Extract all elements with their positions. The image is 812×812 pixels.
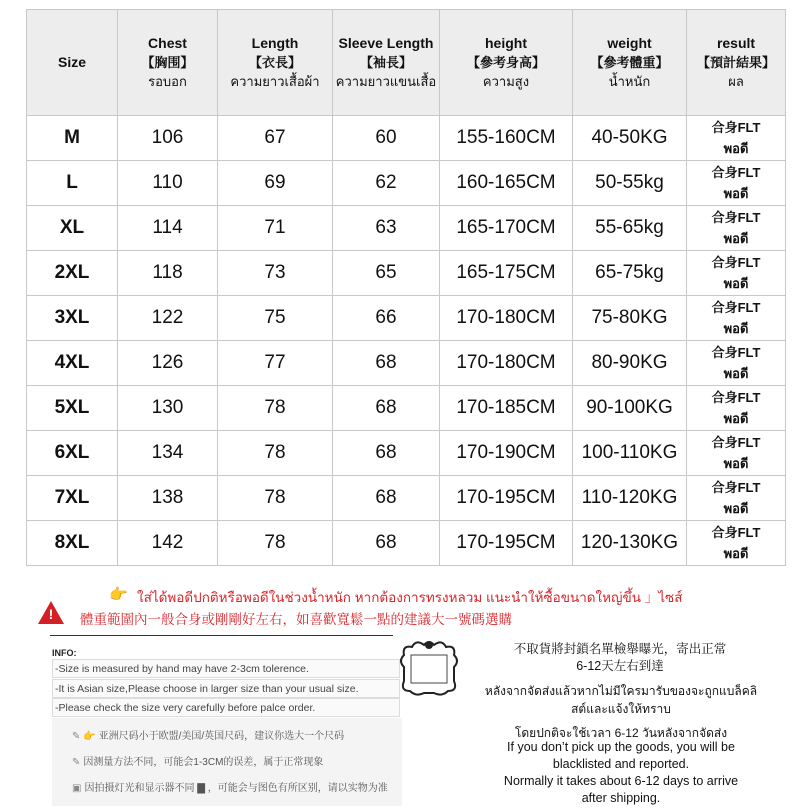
chest-cell: 142 [118, 521, 218, 566]
chest-cell: 106 [118, 116, 218, 161]
weight-cell: 120-130KG [573, 521, 687, 566]
sleeve-cell: 68 [333, 386, 440, 431]
chest-cell: 130 [118, 386, 218, 431]
info-line-2: -It is Asian size,Please choose in larger size than your usual size. [52, 679, 400, 698]
result-cell [687, 251, 786, 296]
header-main-label: weight [607, 35, 652, 51]
column-header [27, 10, 118, 116]
cn-note-3 [72, 779, 388, 794]
size-cell: 4XL [27, 341, 118, 386]
th-note-line-1: หลังจากจัดส่งแล้วหากไม่มีใครมารับของจะถูกแบล็คลิ [484, 684, 758, 698]
cn-note-1 [72, 727, 344, 742]
weight-cell: 80-90KG [573, 341, 687, 386]
camera-icon: ▣ [72, 783, 82, 794]
size-cell: 3XL [27, 296, 118, 341]
result-th-label: พอดี [723, 321, 749, 336]
weight-cell: 75-80KG [573, 296, 687, 341]
result-cell [687, 521, 786, 566]
size-chart-table [26, 9, 786, 566]
chest-cell: 122 [118, 296, 218, 341]
height-cell: 155-160CM [440, 116, 573, 161]
sleeve-cell: 66 [333, 296, 440, 341]
result-cell [687, 116, 786, 161]
size-cell: 2XL [27, 251, 118, 296]
result-th-label: พอดี [723, 501, 749, 516]
table-row [27, 161, 786, 206]
height-cell: 170-185CM [440, 386, 573, 431]
header-main-label: Size [57, 54, 86, 70]
size-cell: M [27, 116, 118, 161]
header-th-label: ความยาวเสื้อผ้า [230, 74, 320, 89]
header-th-label: ผล [728, 74, 744, 89]
column-header [687, 10, 786, 116]
result-cell [687, 386, 786, 431]
height-cell: 170-195CM [440, 521, 573, 566]
result-zh-label: 合身FLT [711, 480, 761, 495]
height-cell: 170-180CM [440, 296, 573, 341]
length-cell: 71 [218, 206, 333, 251]
chinese-fit-notice: 體重範圍內一般合身或剛剛好左右，如喜歡寬鬆一點的建議大一號碼選購 [80, 612, 512, 627]
header-zh-label: 【衣長】 [248, 55, 301, 70]
section-divider [50, 635, 393, 636]
column-header [440, 10, 573, 116]
table-row [27, 296, 786, 341]
result-th-label: พอดี [723, 276, 749, 291]
chest-cell: 126 [118, 341, 218, 386]
length-cell: 73 [218, 251, 333, 296]
result-zh-label: 合身FLT [711, 120, 761, 135]
result-cell [687, 341, 786, 386]
thai-fit-notice: ใส่ได้พอดีปกติหรือพอดีในช่วงน้ำหนัก หากต้องการทรงหลวม แนะนำให้ซื้อขนาดใหญ่ขึ้น 」ไซส์ [137, 590, 683, 605]
size-cell: 6XL [27, 431, 118, 476]
height-cell: 165-175CM [440, 251, 573, 296]
result-cell [687, 431, 786, 476]
zh-note-line-1: 不取貨將封鎖名單檢舉曝光，寄出正常 [513, 642, 727, 656]
column-header [118, 10, 218, 116]
result-th-label: พอดี [723, 546, 749, 561]
header-th-label: ความสูง [482, 74, 530, 89]
en-note-line-2: blacklisted and reported. [552, 757, 690, 771]
header-main-label: Length [251, 35, 299, 51]
table-row [27, 386, 786, 431]
weight-cell: 90-100KG [573, 386, 687, 431]
length-cell: 67 [218, 116, 333, 161]
size-cell: XL [27, 206, 118, 251]
sleeve-cell: 60 [333, 116, 440, 161]
sleeve-cell: 68 [333, 476, 440, 521]
length-cell: 75 [218, 296, 333, 341]
cn-note-3-text: 因拍摄灯光和显示器不同 ▇ ，可能会与图色有所区别，请以实物为准 [84, 783, 388, 794]
header-zh-label: 【預計結果】 [696, 55, 775, 70]
height-cell: 160-165CM [440, 161, 573, 206]
table-row [27, 251, 786, 296]
header-main-label: Sleeve Length [338, 35, 434, 51]
sleeve-cell: 63 [333, 206, 440, 251]
sleeve-cell: 65 [333, 251, 440, 296]
result-th-label: พอดี [723, 366, 749, 381]
weight-cell: 50-55kg [573, 161, 687, 206]
column-header [218, 10, 333, 116]
result-th-label: พอดี [723, 141, 749, 156]
result-zh-label: 合身FLT [711, 390, 761, 405]
table-row [27, 431, 786, 476]
pencil-icon: ✎ 👉 [72, 731, 96, 742]
en-note-line-1: If you don’t pick up the goods, you will be [507, 740, 735, 754]
table-row [27, 476, 786, 521]
size-cell: 8XL [27, 521, 118, 566]
result-zh-label: 合身FLT [711, 345, 761, 360]
cn-note-1-text: 亚洲尺码小于欧盟/美国/英国尺码，建议你选大一个尺码 [98, 731, 345, 742]
info-line-1: -Size is measured by hand may have 2-3cm tolerence. [52, 659, 400, 678]
header-zh-label: 【胸围】 [141, 55, 194, 70]
length-cell: 78 [218, 431, 333, 476]
result-zh-label: 合身FLT [711, 300, 761, 315]
chest-cell: 138 [118, 476, 218, 521]
th-note-line-2: สต์และแจ้งให้ทราบ [571, 702, 671, 716]
table-row [27, 206, 786, 251]
header-zh-label: 【參考身高】 [466, 55, 545, 70]
info-title: INFO: [52, 648, 77, 658]
result-cell [687, 296, 786, 341]
length-cell: 78 [218, 386, 333, 431]
length-cell: 77 [218, 341, 333, 386]
size-cell: 5XL [27, 386, 118, 431]
sleeve-cell: 62 [333, 161, 440, 206]
header-main-label: result [716, 35, 756, 51]
warning-exclamation: ! [48, 606, 54, 622]
pencil-icon: ✎ [72, 757, 81, 768]
height-cell: 170-195CM [440, 476, 573, 521]
chest-cell: 110 [118, 161, 218, 206]
pointing-hand-icon: 👉 [109, 586, 128, 603]
table-header [27, 10, 786, 116]
weight-cell: 65-75kg [573, 251, 687, 296]
result-th-label: พอดี [723, 186, 749, 201]
table-row [27, 116, 786, 161]
result-cell [687, 206, 786, 251]
result-zh-label: 合身FLT [711, 255, 761, 270]
header-zh-label: 【參考體重】 [590, 55, 669, 70]
chest-cell: 118 [118, 251, 218, 296]
result-zh-label: 合身FLT [711, 210, 761, 225]
sleeve-cell: 68 [333, 521, 440, 566]
result-cell [687, 476, 786, 521]
sleeve-cell: 68 [333, 341, 440, 386]
result-th-label: พอดี [723, 456, 749, 471]
weight-cell: 55-65kg [573, 206, 687, 251]
result-th-label: พอดี [723, 411, 749, 426]
weight-cell: 100-110KG [573, 431, 687, 476]
height-cell: 170-180CM [440, 341, 573, 386]
table-row [27, 341, 786, 386]
header-th-label: ความยาวแขนเสื้อ [335, 74, 437, 89]
header-main-label: height [485, 35, 527, 51]
length-cell: 69 [218, 161, 333, 206]
table-body [27, 116, 786, 566]
table-row [27, 521, 786, 566]
length-cell: 78 [218, 521, 333, 566]
cn-note-2-text: 因测量方法不同，可能会1-3CM的误差，属于正常现象 [83, 757, 324, 768]
size-cell: 7XL [27, 476, 118, 521]
result-zh-label: 合身FLT [711, 435, 761, 450]
result-zh-label: 合身FLT [711, 165, 761, 180]
weight-cell: 40-50KG [573, 116, 687, 161]
chest-cell: 114 [118, 206, 218, 251]
header-th-label: น้ำหนัก [608, 74, 651, 89]
weight-cell: 110-120KG [573, 476, 687, 521]
result-th-label: พอดี [723, 231, 749, 246]
height-cell: 165-170CM [440, 206, 573, 251]
header-main-label: Chest [148, 35, 187, 51]
header-th-label: รอบอก [148, 74, 187, 89]
height-cell: 170-190CM [440, 431, 573, 476]
th-note-line-3: โดยปกติจะใช้เวลา 6-12 วันหลังจากจัดส่ง [514, 726, 728, 740]
notice-sign-icon [398, 637, 460, 699]
zh-note-line-2: 6-12天左右到達 [576, 659, 664, 673]
en-note-line-4: after shipping. [581, 791, 661, 805]
result-zh-label: 合身FLT [711, 525, 761, 540]
size-cell: L [27, 161, 118, 206]
cn-note-2 [72, 753, 323, 768]
header-row [27, 10, 786, 116]
en-note-line-3: Normally it takes about 6-12 days to arrive [503, 774, 739, 788]
info-line-3: -Please check the size very carefully before palce order. [52, 698, 400, 717]
column-header [333, 10, 440, 116]
result-cell [687, 161, 786, 206]
sleeve-cell: 68 [333, 431, 440, 476]
length-cell: 78 [218, 476, 333, 521]
chest-cell: 134 [118, 431, 218, 476]
column-header [573, 10, 687, 116]
header-zh-label: 【袖長】 [359, 55, 412, 70]
